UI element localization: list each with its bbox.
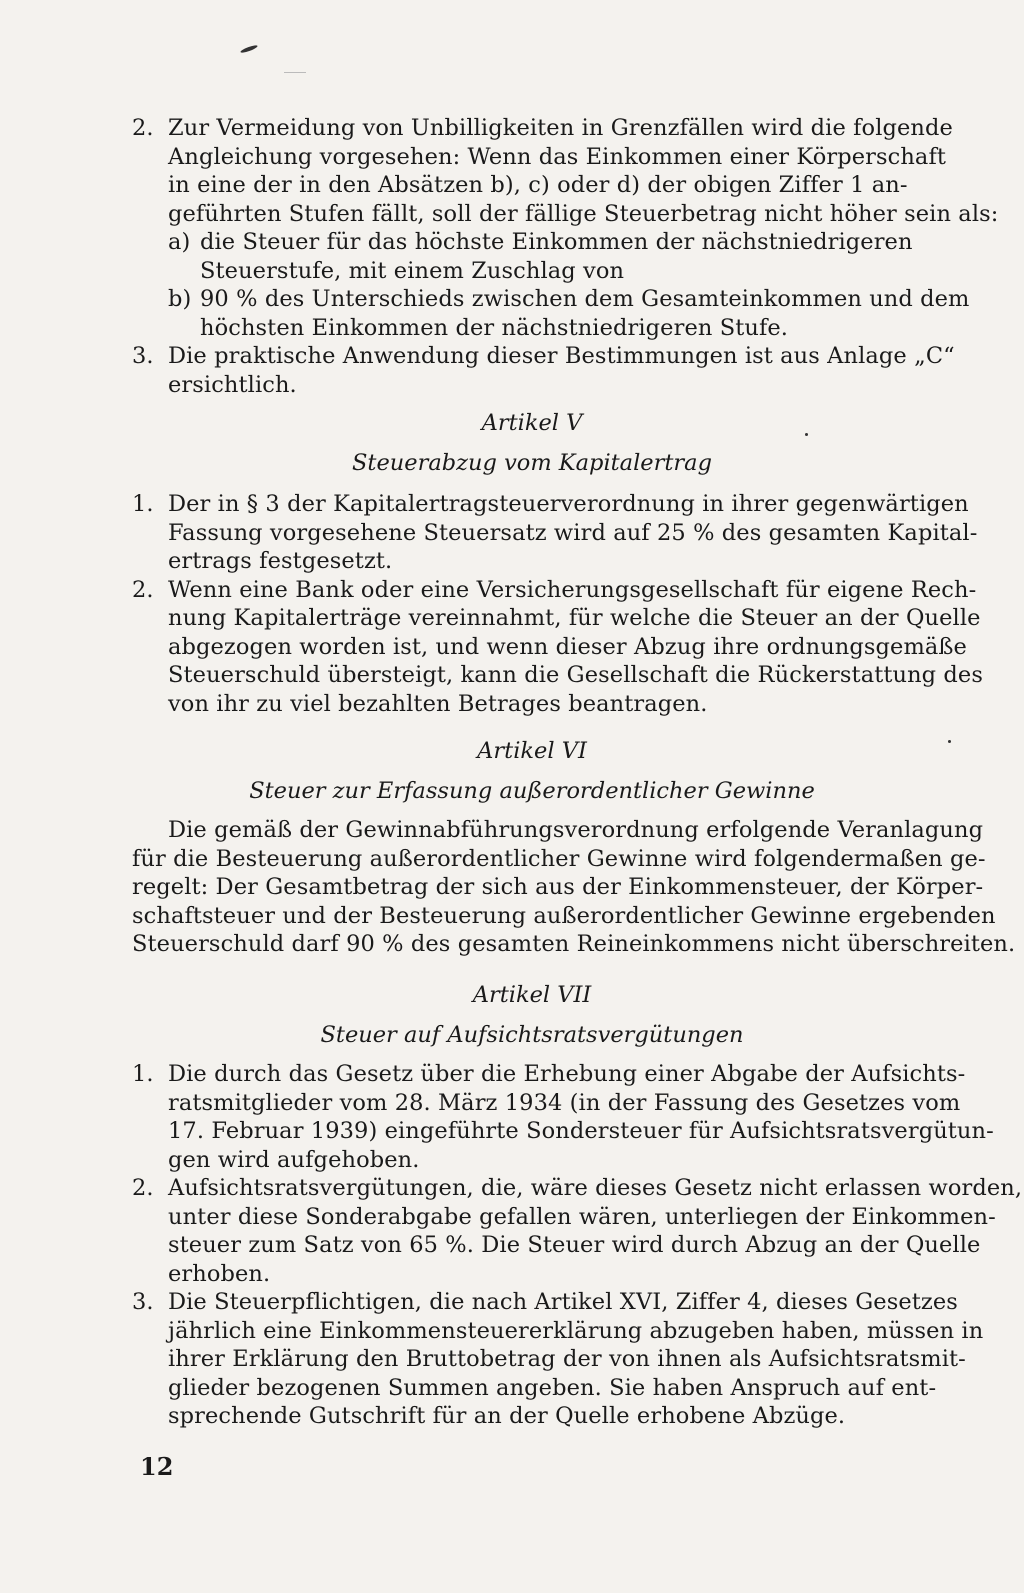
page-number: 12 bbox=[140, 1452, 174, 1481]
scan-mark bbox=[240, 44, 258, 54]
text-line: Steuerschuld darf 90 % des gesamten Reineinkommens nicht überschreiten. bbox=[132, 931, 1016, 957]
text-line: jährlich eine Einkommensteuererklärung abzugeben haben, müssen in bbox=[168, 1317, 984, 1344]
sub-letter: a) bbox=[168, 229, 191, 255]
artikel-vii-body bbox=[132, 1060, 1023, 1431]
artikel-v-item-1 bbox=[132, 490, 978, 576]
scan-line bbox=[284, 72, 306, 73]
text-line: höchsten Einkommen der nächstniedrigeren Stufe. bbox=[200, 314, 789, 341]
item-number: 2. bbox=[132, 115, 154, 141]
intro-sub-b bbox=[132, 285, 970, 342]
text-line: Die durch das Gesetz über die Erhebung einer Abgabe der Aufsichts- bbox=[168, 1061, 966, 1087]
scan-speck bbox=[948, 740, 951, 743]
text-line: ratsmitglieder vom 28. März 1934 (in der Fassung des Gesetzes vom bbox=[168, 1089, 961, 1116]
text-line: Steuerstufe, mit einem Zuschlag von bbox=[200, 257, 625, 284]
item-number: 1. bbox=[132, 1061, 154, 1087]
text-line: steuer zum Satz von 65 %. Die Steuer wird durch Abzug an der Quelle bbox=[168, 1232, 981, 1258]
artikel-vi-title: Artikel VI bbox=[477, 738, 587, 764]
artikel-vii-title: Artikel VII bbox=[472, 982, 592, 1008]
artikel-v-title: Artikel V bbox=[481, 410, 583, 436]
text-line: Aufsichtsratsvergütungen, die, wäre dieses Gesetz nicht erlassen worden, bbox=[168, 1175, 1023, 1201]
intro-item-2 bbox=[132, 114, 999, 228]
artikel-v-item-2 bbox=[132, 576, 983, 719]
text-line: sprechende Gutschrift für an der Quelle erhobene Abzüge. bbox=[168, 1403, 846, 1429]
text-line: für die Besteuerung außerordentlicher Gewinne wird folgendermaßen ge- bbox=[132, 845, 986, 872]
text-line: ertrags festgesetzt. bbox=[168, 548, 393, 574]
item-number: 3. bbox=[132, 343, 154, 369]
intro-section bbox=[132, 114, 999, 399]
text-line: ersichtlich. bbox=[168, 371, 297, 398]
artikel-v-subtitle: Steuerabzug vom Kapitalertrag bbox=[352, 450, 712, 476]
text-line: Angleichung vorgesehen: Wenn das Einkommen einer Körperschaft bbox=[168, 143, 947, 170]
artikel-vii-item-1 bbox=[132, 1060, 994, 1174]
text-line: regelt: Der Gesamtbetrag der sich aus der Einkommensteuer, der Körper- bbox=[132, 874, 984, 900]
text-line: Steuerschuld übersteigt, kann die Gesellschaft die Rückerstattung des bbox=[168, 662, 983, 688]
text-line: die Steuer für das höchste Einkommen der nächstniedrigeren bbox=[200, 229, 913, 255]
text-line: in eine der in den Absätzen b), c) oder d) der obigen Ziffer 1 an- bbox=[168, 172, 908, 198]
text-line: Der in § 3 der Kapitalertragsteuerverordnung in ihrer gegenwärtigen bbox=[168, 491, 969, 517]
item-number: 3. bbox=[132, 1289, 154, 1315]
artikel-vi-subtitle: Steuer zur Erfassung außerordentlicher Gewinne bbox=[249, 778, 815, 804]
text-line: erhoben. bbox=[168, 1260, 271, 1287]
artikel-vi-body bbox=[132, 816, 1016, 959]
text-line: Fassung vorgesehene Steuersatz wird auf 25 % des gesamten Kapital- bbox=[168, 519, 978, 546]
text-line: von ihr zu viel bezahlten Betrages beantragen. bbox=[168, 690, 708, 717]
text-line: geführten Stufen fällt, soll der fällige Steuerbetrag nicht höher sein als: bbox=[168, 200, 999, 227]
item-number: 1. bbox=[132, 491, 154, 517]
text-line: Die praktische Anwendung dieser Bestimmungen ist aus Anlage „C“ bbox=[168, 343, 955, 369]
text-line: glieder bezogenen Summen angeben. Sie haben Anspruch auf ent- bbox=[168, 1374, 937, 1401]
text-line: unter diese Sonderabgabe gefallen wären, unterliegen der Einkommen- bbox=[168, 1203, 996, 1230]
artikel-vi-paragraph bbox=[132, 816, 1016, 959]
text-line: Zur Vermeidung von Unbilligkeiten in Grenzfällen wird die folgende bbox=[168, 115, 953, 141]
artikel-vii-item-2 bbox=[132, 1174, 1023, 1288]
item-number: 2. bbox=[132, 576, 154, 603]
text-line: nung Kapitalerträge vereinnahmt, für welche die Steuer an der Quelle bbox=[168, 605, 981, 631]
artikel-vii-subtitle: Steuer auf Aufsichtsratsvergütungen bbox=[320, 1022, 744, 1048]
text-line: Wenn eine Bank oder eine Versicherungsgesellschaft für eigene Rech- bbox=[168, 576, 977, 603]
item-number: 2. bbox=[132, 1175, 154, 1201]
artikel-vii-item-3 bbox=[132, 1288, 984, 1431]
text-line: 90 % des Unterschieds zwischen dem Gesamteinkommen und dem bbox=[200, 286, 970, 312]
text-line: gen wird aufgehoben. bbox=[168, 1146, 420, 1173]
text-line: schaftsteuer und der Besteuerung außerordentlicher Gewinne ergebenden bbox=[132, 902, 996, 929]
artikel-v-body bbox=[132, 490, 983, 718]
sub-letter: b) bbox=[168, 286, 192, 312]
text-line: Die gemäß der Gewinnabführungsverordnung erfolgende Veranlagung bbox=[168, 817, 984, 843]
intro-item-3 bbox=[132, 342, 955, 399]
text-line: abgezogen worden ist, und wenn dieser Abzug ihre ordnungsgemäße bbox=[168, 633, 967, 660]
text-line: Die Steuerpflichtigen, die nach Artikel XVI, Ziffer 4, dieses Gesetzes bbox=[168, 1289, 958, 1315]
text-line: ihrer Erklärung den Bruttobetrag der von ihnen als Aufsichtsratsmit- bbox=[168, 1346, 966, 1372]
text-line: 17. Februar 1939) eingeführte Sondersteuer für Aufsichtsratsvergütun- bbox=[168, 1118, 994, 1144]
intro-sub-a bbox=[132, 228, 932, 285]
